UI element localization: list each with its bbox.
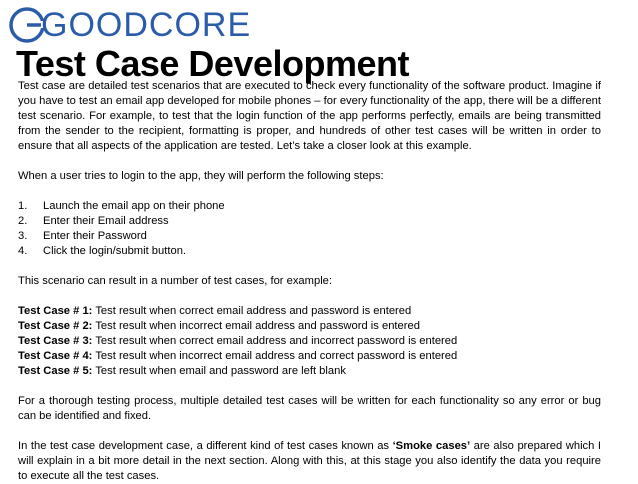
test-case-item: Test Case # 5: Test result when email and password are left blank xyxy=(18,365,346,377)
smoke-paragraph: In the test case development case, a different kind of test cases known as ‘Smoke cases’ are also prepared which I will explain in a bit more detail in the next section. Along with this, at this stage you also identify the data you require to execute all the test cases. xyxy=(18,440,602,482)
intro-paragraph: Test case are detailed test scenarios that are executed to check every functionality of the software product. Imagine if you have to test an email app developed for mobile phones – for every functionality of the app, there will be a different test scenario. For example, to test that the login function of the app performs perfectly, emails are being transmitted from the sender to the recipient, formatting is proper, and hundreds of other test cases will be written in order to ensure that all aspects of the application are tested. Let’s take a closer look at this example. xyxy=(18,80,601,152)
cases-intro: This scenario can result in a number of test cases, for example: xyxy=(18,275,333,287)
list-item: 1. Launch the email app on their phone xyxy=(18,200,225,212)
test-case-list xyxy=(18,304,601,379)
steps-intro: When a user tries to login to the app, they will perform the following steps: xyxy=(18,170,384,182)
test-case-label: Test Case # 3: xyxy=(18,335,93,347)
test-case-item: Test Case # 1: Test result when correct email address and password is entered xyxy=(18,305,412,317)
logo-text: GOODCORE xyxy=(41,6,252,44)
list-item: 2. Enter their Email address xyxy=(18,215,169,227)
thorough-paragraph: For a thorough testing process, multiple detailed test cases will be written for each functionality so any error or bug can be identified and fixed. xyxy=(18,395,601,422)
list-item: 3. Enter their Password xyxy=(18,230,147,242)
page-title: Test Case Development xyxy=(16,43,409,84)
main-content xyxy=(18,79,601,484)
test-case-label: Test Case # 2: xyxy=(18,320,93,332)
test-case-label: Test Case # 1: xyxy=(18,305,93,317)
test-case-item: Test Case # 4: Test result when incorrect email address and correct password is entered xyxy=(18,350,458,362)
test-case-item: Test Case # 2: Test result when incorrect email address and password is entered xyxy=(18,320,420,332)
smoke-cases-emphasis: ‘Smoke cases’ xyxy=(392,440,471,452)
goodcore-logo xyxy=(7,5,251,45)
steps-list xyxy=(18,199,601,259)
test-case-label: Test Case # 5: xyxy=(18,365,93,377)
test-case-label: Test Case # 4: xyxy=(18,350,93,362)
list-item: 4. Click the login/submit button. xyxy=(18,245,187,257)
test-case-item: Test Case # 3: Test result when correct email address and incorrect password is entered xyxy=(18,335,458,347)
